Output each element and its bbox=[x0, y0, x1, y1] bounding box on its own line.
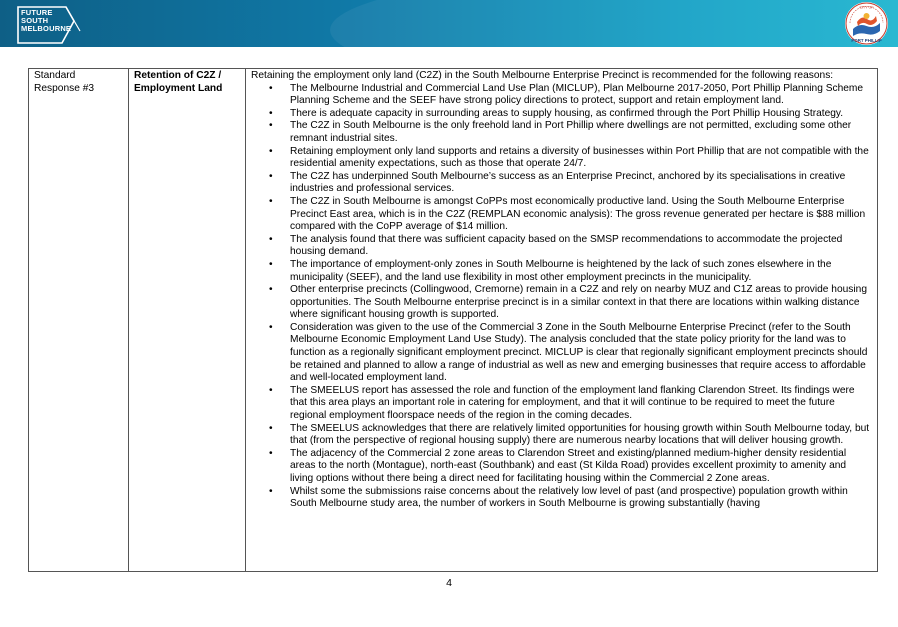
response-id: Standard Response #3 bbox=[34, 70, 95, 94]
city-of-port-phillip-seal-icon bbox=[844, 1, 889, 46]
reasons-list bbox=[251, 83, 872, 511]
list-item: • Other enterprise precincts (Collingwood, Cremorne) remain in a C2Z and rely on nearby MUZ and C1Z areas to provide housing opportunities. The South Melbourne enterprise precinct is in a similar context in that there are locations within walking distance where significant housing growth is supported. bbox=[290, 284, 872, 322]
list-item: • Consideration was given to the use of the Commercial 3 Zone in the South Melbourne Enterprise Precinct (refer to the South Melbourne Economic Employment Land Use Study). The analysis concluded that the state policy priority for the land was to function as a regionally significant employment precinct. MICLUP is clear that regionally significant employment precincts should be retained and planned to allow a range of industrial as well as new and emerging businesses that require access to affordable and well-located employment land. bbox=[290, 322, 872, 385]
list-item: • There is adequate capacity in surrounding areas to supply housing, as confirmed through the Port Phillip Housing Strategy. bbox=[290, 108, 872, 121]
seal-top-text: CITY OF bbox=[859, 5, 874, 10]
list-item: • Whilst some the submissions raise concerns about the relatively low level of past (and prospective) population growth within South Melbourne study area, the number of workers in South Melbourne is growing substantially (having bbox=[290, 486, 872, 511]
response-table bbox=[28, 68, 878, 572]
response-body-cell bbox=[246, 69, 878, 572]
list-item: • The adjacency of the Commercial 2 zone areas to Clarendon Street and existing/planned medium-higher density residential areas to the north (Montague), north-east (Southbank) and east (St Kilda Road) provides excellent proximity to amenity and living options without there being a direct need for facilitating housing within the Commercial 2 Zone areas. bbox=[290, 448, 872, 486]
page-number: 4 bbox=[446, 577, 452, 589]
list-item: • Retaining employment only land supports and retains a diversity of businesses within Port Phillip that are not compatible with the residential amenity expectations, such as those that operate 24/7. bbox=[290, 146, 872, 171]
list-item: • The analysis found that there was sufficient capacity based on the SMSP recommendations to accommodate the projected housing demand. bbox=[290, 234, 872, 259]
header-banner bbox=[0, 0, 898, 47]
logo-line-2: SOUTH bbox=[21, 16, 49, 25]
topic-title: Retention of C2Z / Employment Land bbox=[134, 70, 223, 94]
logo-line-3: MELBOURNE bbox=[21, 24, 72, 33]
list-item: • The importance of employment-only zones in South Melbourne is heightened by the lack of such zones elsewhere in the municipality (SEEF), and the land use flexibility in most other employment precincts in the municipality. bbox=[290, 259, 872, 284]
list-item: • The Melbourne Industrial and Commercial Land Use Plan (MICLUP), Plan Melbourne 2017-2050, Port Phillip Planning Scheme Planning Scheme and the SEEF have strong policy directions to protect, support and retain employment land. bbox=[290, 83, 872, 108]
list-item: • The SMEELUS acknowledges that there are relatively limited opportunities for housing growth within South Melbourne today, but that (from the perspective of regional housing supply) there are numerous nearby locations that will deliver housing growth. bbox=[290, 423, 872, 448]
table-row bbox=[29, 69, 878, 572]
list-item: • The SMEELUS report has assessed the role and function of the employment land flanking Clarendon Street. Its findings were that this area plays an important role in catering for employment, and that it will continue to be required to meet the future regional employment floorspace needs of the region in the coming decades. bbox=[290, 385, 872, 423]
response-id-cell bbox=[29, 69, 129, 572]
seal-text: PORT PHILLIP bbox=[851, 38, 882, 43]
response-intro: Retaining the employment only land (C2Z) in the South Melbourne Enterprise Precinct is recommended for the following reasons: bbox=[251, 70, 834, 81]
response-body bbox=[251, 70, 872, 571]
list-item: • The C2Z in South Melbourne is amongst CoPPs most economically productive land. Using the South Melbourne Enterprise Precinct East area, which is in the C2Z (REMPLAN economic analysis): The gross revenue generated per hectare is $88 million compared with the CoPP average of $14 million. bbox=[290, 196, 872, 234]
logo-line-1: FUTURE bbox=[21, 8, 53, 17]
header-swoosh bbox=[330, 0, 898, 47]
list-item: • The C2Z has underpinned South Melbourne’s success as an Enterprise Precinct, anchored by its specialisations in creative industries and professional services. bbox=[290, 171, 872, 196]
logo-left-text bbox=[21, 9, 71, 33]
topic-cell bbox=[129, 69, 246, 572]
list-item: • The C2Z in South Melbourne is the only freehold land in Port Phillip where dwellings are not permitted, excluding some other remnant industrial sites. bbox=[290, 120, 872, 145]
